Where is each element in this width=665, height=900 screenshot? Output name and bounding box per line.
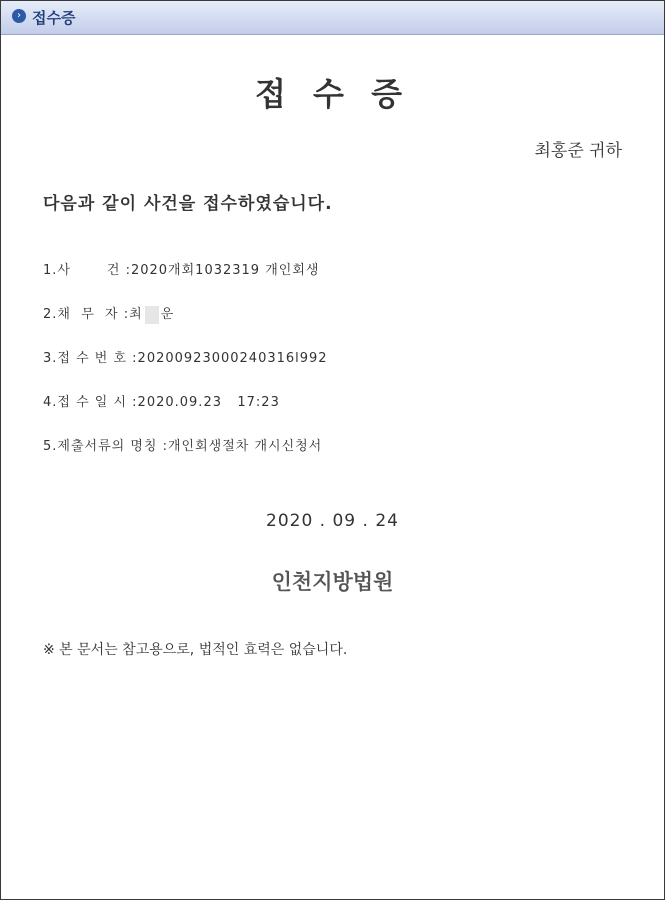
item-case bbox=[43, 259, 319, 278]
disclaimer-note: ※ 본 문서는 참고용으로, 법적인 효력은 없습니다. bbox=[43, 642, 348, 658]
item-receipt-datetime bbox=[43, 391, 280, 410]
court-name: 인천지방법원 bbox=[271, 569, 394, 594]
item-value: 2020개회1032319 개인회생 bbox=[130, 263, 320, 278]
intro-text: 다음과 같이 사건을 접수하였습니다. bbox=[43, 194, 333, 214]
item-label: 2.채 무 자 : bbox=[43, 307, 130, 322]
item-value: 개인회생절차 개시신청서 bbox=[167, 439, 323, 454]
header-title: 접수증 bbox=[32, 9, 76, 27]
item-document-name bbox=[43, 435, 322, 454]
document-title: 접 수 증 bbox=[254, 75, 411, 113]
circle-arrow-icon: › bbox=[12, 9, 26, 23]
item-receipt-number bbox=[43, 347, 328, 366]
redaction-box bbox=[145, 306, 159, 324]
item-label: 4.접 수 일 시 : bbox=[43, 395, 138, 410]
window-header bbox=[1, 1, 664, 35]
item-value: 2020.09.23 17:23 bbox=[137, 395, 280, 410]
item-label: 1.사 건 : bbox=[43, 263, 131, 278]
item-value: 20200923000240316l992 bbox=[137, 351, 328, 366]
item-label: 5.제출서류의 명칭 : bbox=[43, 439, 168, 454]
item-value-prefix: 최 bbox=[129, 307, 143, 322]
item-label: 3.접 수 번 호 : bbox=[43, 351, 138, 366]
item-value-suffix: 운 bbox=[160, 307, 175, 322]
recipient: 최홍준 귀하 bbox=[534, 141, 622, 161]
issue-date: 2020 . 09 . 24 bbox=[266, 511, 399, 531]
item-debtor bbox=[43, 303, 174, 324]
